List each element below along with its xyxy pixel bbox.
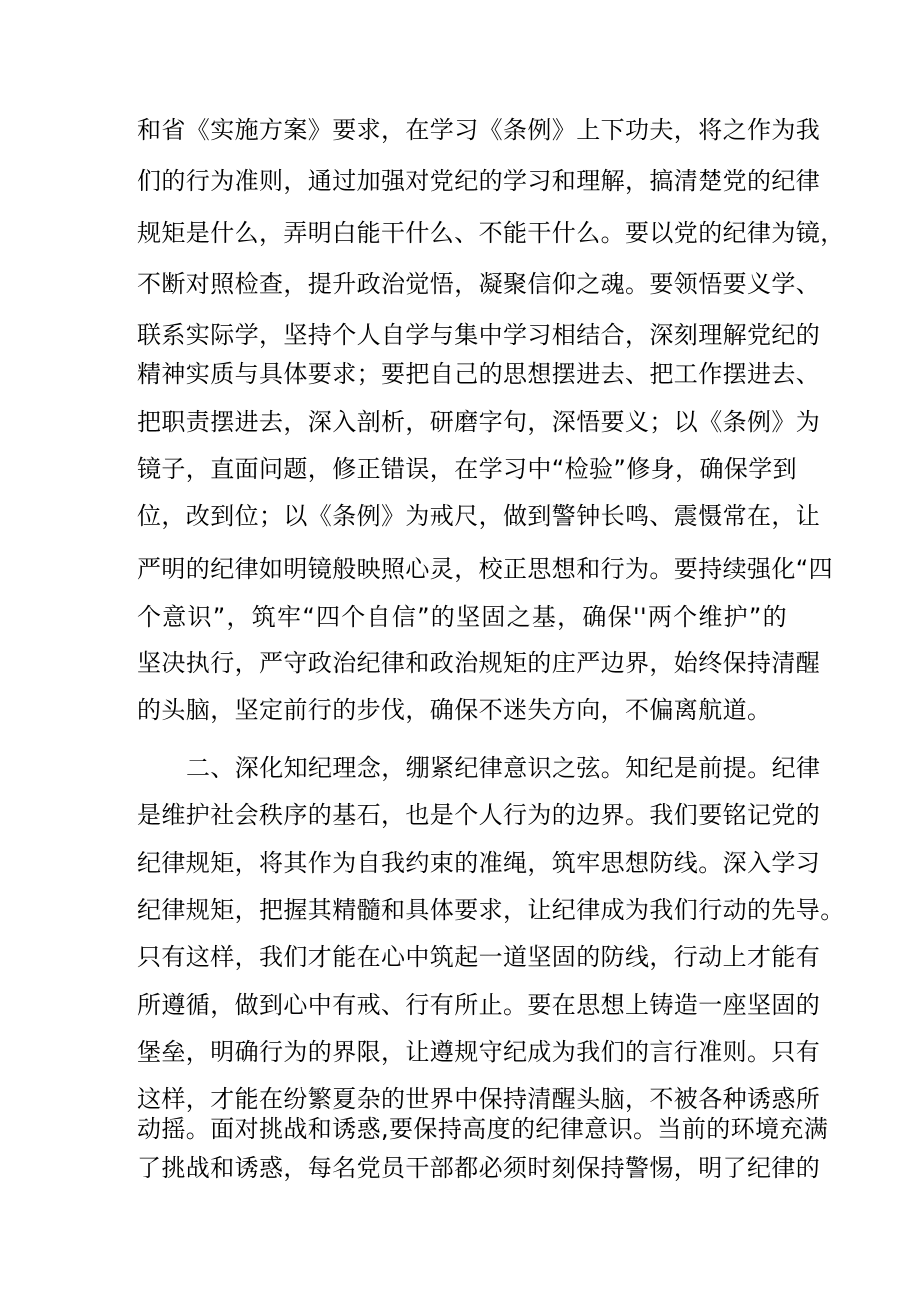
text-line: 个意识”，筑牢“四个自信”的坚固之基，确保''两个维护”的: [137, 603, 787, 631]
text-line: 们的行为准则，通过加强对党纪的学习和理解，搞清楚党的纪律: [137, 167, 821, 195]
text-line: 规矩是什么，弄明白能干什么、不能干什么。要以党的纪律为镜，: [137, 219, 845, 247]
text-line: 这样，才能在纷繁夏杂的世界中保持清醒头脑，不被各种诱惑所: [137, 1085, 821, 1113]
text-line: 堡垒，明确行为的界限，让遵规守纪成为我们的言行准则。只有: [137, 1038, 821, 1066]
text-line: 的头脑，坚定前行的步伐，确保不迷失方向，不偏离航道。: [137, 696, 772, 724]
text-line: 动摇。面对挑战和诱惑,要保持高度的纪律意识。当前的环境充满: [137, 1115, 829, 1143]
text-line: 了挑战和诱惑，每名党员干部都必须时刻保持警惕，明了纪律的: [137, 1154, 821, 1182]
text-line: 精神实质与具体要求；要把自己的思想摆进去、把工作摆进去、: [137, 360, 821, 388]
text-line: 把职责摆进去，深入剖析，研磨字句，深悟要义；以《条例》为: [137, 408, 821, 436]
text-line: 纪律规矩，将其作为自我约束的准绳，筑牢思想防线。深入学习: [137, 849, 821, 877]
text-line: 位，改到位；以《条例》为戒尺，做到警钟长鸣、震慑常在，让: [137, 502, 821, 530]
text-line: 纪律规矩，把握其精髓和具体要求，让纪律成为我们行动的先导。: [137, 896, 845, 924]
text-line: 是维护社会秩序的基石，也是个人行为的边界。我们要铭记党的: [137, 801, 821, 829]
text-line: 坚决执行，严守政治纪律和政治规矩的庄严边界，始终保持清醒: [137, 649, 821, 677]
text-line: 所遵循，做到心中有戒、行有所止。要在思想上铸造一座坚固的: [137, 991, 821, 1019]
text-line: 只有这样，我们才能在心中筑起一道坚固的防线，行动上才能有: [137, 943, 821, 971]
text-line: 不断对照检查，提升政治觉悟，凝聚信仰之魂。要领悟要义学、: [137, 270, 821, 298]
text-line: 和省《实施方案》要求，在学习《条例》上下功夫，将之作为我: [137, 116, 821, 144]
text-line: 镜子，直面问题，修正错误，在学习中“检验”修身，确保学到: [137, 455, 798, 483]
text-line: 严明的纪律如明镜般映照心灵，校正思想和行为。要持续强化“四: [137, 555, 834, 583]
text-line: 二、深化知纪理念，绷紧纪律意识之弦。知纪是前提。纪律: [186, 754, 821, 782]
text-line: 联系实际学，坚持个人自学与集中学习相结合，深刻理解党纪的: [137, 321, 821, 349]
